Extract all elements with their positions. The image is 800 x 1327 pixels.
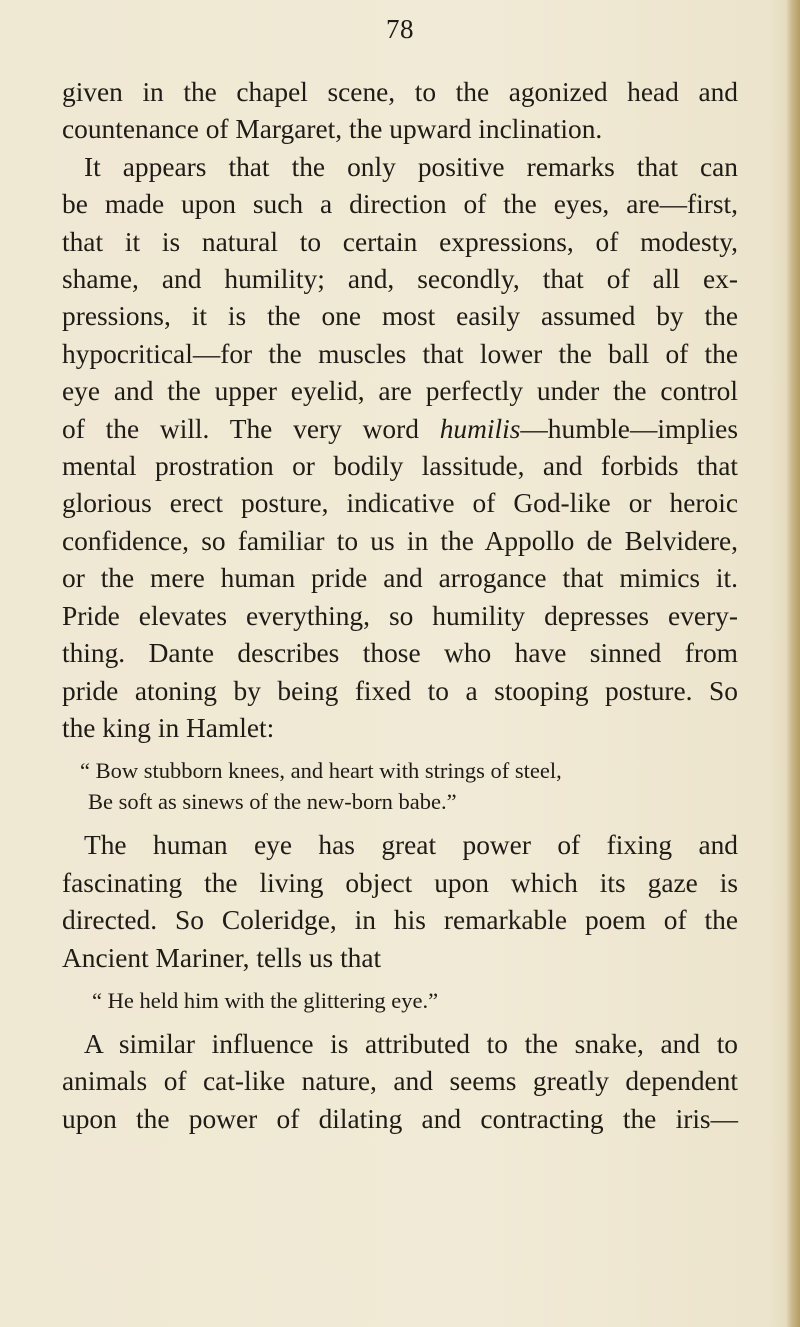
text-line: upon the power of dilating and contracting the iris— — [62, 1103, 738, 1134]
italic-word: humilis — [439, 413, 521, 444]
text-line: eye and the upper eyelid, are perfectly under the control — [62, 376, 738, 407]
text-line: shame, and humility; and, secondly, that of all ex- — [62, 264, 738, 295]
text-line: confidence, so familiar to us in the Appollo de Belvidere, — [62, 525, 738, 556]
text-line: The human eye has great power of fixing and — [84, 830, 738, 861]
paragraph-2 — [62, 149, 738, 748]
text-line: given in the chapel scene, to the agonized head and — [62, 77, 738, 107]
paragraph-1 — [62, 74, 738, 149]
text-line: animals of cat-like nature, and seems greatly dependent — [62, 1066, 738, 1097]
body-text — [62, 74, 738, 1138]
verse-quote-2 — [62, 985, 738, 1016]
text-line: that it is natural to certain expressions, of modesty, — [62, 226, 738, 257]
text-line: or the mere human pride and arrogance that mimics it. — [62, 563, 738, 594]
text-line: pride atoning by being fixed to a stooping posture. So — [62, 675, 738, 706]
text-line: thing. Dante describes those who have sinned from — [62, 638, 738, 669]
verse-line: “ Bow stubborn knees, and heart with strings of steel, — [80, 758, 562, 784]
text-line: pressions, it is the one most easily assumed by the — [62, 301, 738, 332]
text-line: hypocritical—for the muscles that lower the ball of the — [62, 338, 738, 369]
text-line: the king in Hamlet: — [62, 712, 275, 743]
text-line: countenance of Margaret, the upward inclination. — [62, 114, 603, 145]
text-line: Ancient Mariner, tells us that — [62, 942, 382, 973]
text-line-with-italic — [62, 411, 738, 448]
text-line: It appears that the only positive remarks that can — [84, 151, 738, 182]
verse-quote-1 — [62, 755, 738, 817]
text-line: be made upon such a direction of the eyes, are—first, — [62, 189, 738, 220]
verse-line: “ He held him with the glittering eye.” — [92, 987, 439, 1013]
text-line: A similar influence is attributed to the snake, and to — [84, 1028, 738, 1059]
text-segment: of the will. The very word — [62, 413, 440, 444]
text-line: directed. So Coleridge, in his remarkable poem of the — [62, 905, 738, 936]
text-line: glorious erect posture, indicative of God-like or heroic — [62, 488, 738, 519]
text-line: mental prostration or bodily lassitude, and forbids that — [62, 451, 738, 482]
page-number: 78 — [386, 14, 414, 44]
text-line: fascinating the living object upon which its gaze is — [62, 867, 738, 898]
text-segment: —humble—implies — [520, 413, 738, 444]
paragraph-4 — [62, 1026, 738, 1138]
verse-line: Be soft as sinews of the new-born babe.” — [88, 789, 457, 815]
page-edge-shadow — [786, 0, 800, 1327]
text-line: Pride elevates everything, so humility depresses every- — [62, 600, 738, 631]
paragraph-3 — [62, 827, 738, 977]
